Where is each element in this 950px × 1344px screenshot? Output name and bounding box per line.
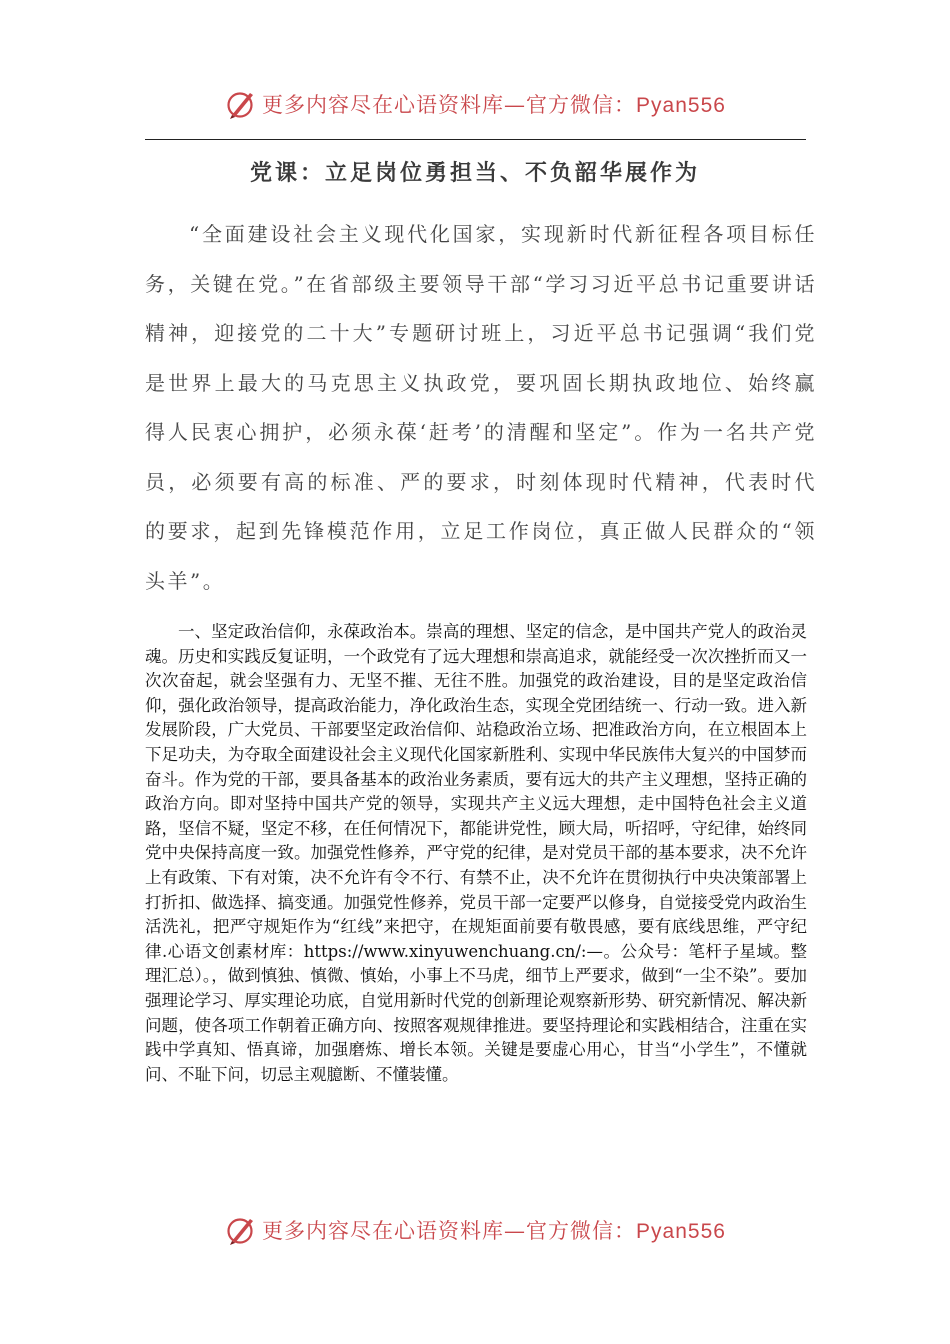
header-banner-text: 更多内容尽在心语资料库—官方微信：Pyan556 — [262, 93, 726, 117]
section-one-paragraph: 一、坚定政治信仰，永葆政治本。崇高的理想、坚定的信念，是中国共产党人的政治灵魂。历史和实践反复证明，一个政党有了远大理想和崇高追求，就能经受一次次挫折而又一次次奋起，就会坚强有力、无坚不摧、无往不胜。加强党的政治建设，目的是坚定政治信仰，强化政治领导，提高政治能力，净化政治生态，实现全党团结统一、行动一致。进入新发展阶段，广大党员、干部要坚定政治信仰、站稳政治立场、把准政治方向，在立根固本上下足功夫，为夺取全面建设社会主义现代化国家新胜利、实现中华民族伟大复兴的中国梦而奋斗。作为党的干部，要具备基本的政治业务素质，要有远大的共产主义理想，坚持正确的政治方向。即对坚持中国共产党的领导，实现共产主义远大理想，走中国特色社会主义道路，坚信不疑，坚定不移，在任何情况下，都能讲党性，顾大局，听招呼，守纪律，始终同党中央保持高度一致。加强党性修养，严守党的纪律，是对党员干部的基本要求，决不允许上有政策、下有对策，决不允许有令不行、有禁不止，决不允许在贯彻执行中央决策部署上打折扣、做选择、搞变通。加强党性修养，党员干部一定要严以修身，自觉接受党内政治生活洗礼，把严守规矩作为“红线”来把守，在规矩面前要有敬畏感，要有底线思维，严守纪律.心语文创素材库：https://www.xinyuwenchuang.cn/:—。公众号：笔杆子星域。整理汇总）。，做到慎独、慎微、慎始，小事上不马虎，细节上严要求，做到“一尘不染”。要加强理论学习、厚实理论功底，自觉用新时代党的创新理论观察新形势、研究新情况、解决新问题，使各项工作朝着正确方向、按照客观规律推进。要坚持理论和实践相结合，注重在实践中学真知、悟真谛，加强磨炼、增长本领。关键是要虚心用心，甘当“小学生”，不懂就问、不耻下问，切忌主观臆断、不懂装懂。 — [145, 622, 807, 1084]
header-divider — [145, 139, 806, 140]
footer-banner — [0, 1208, 950, 1252]
footer-banner-text: 更多内容尽在心语资料库—官方微信：Pyan556 — [262, 1219, 726, 1243]
intro-paragraph: “全面建设社会主义现代化国家，实现新时代新征程各项目标任务，关键在党。”在省部级主要领导干部“学习习近平总书记重要讲话精神，迎接党的二十大”专题研讨班上，习近平总书记强调“我们党是世界上最大的马克思主义执政党，要巩固长期执政地位、始终赢得人民衷心拥护，必须永葆‘赶考’的清醒和坚定”。作为一名共产党员，必须要有高的标准、严的要求，时刻体现时代精神，代表时代的要求，起到先锋模范作用，立足工作岗位，真正做人民群众的“领头羊”。 — [145, 222, 817, 593]
pen-logo-icon — [224, 87, 258, 121]
footer-banner-brand: Pyan556 — [636, 1220, 726, 1243]
header-banner — [0, 82, 950, 126]
document-title: 党课：立足岗位勇担当、不负韶华展作为 — [249, 161, 700, 186]
header-banner-brand: Pyan556 — [636, 94, 726, 117]
pen-logo-icon — [224, 1213, 258, 1247]
